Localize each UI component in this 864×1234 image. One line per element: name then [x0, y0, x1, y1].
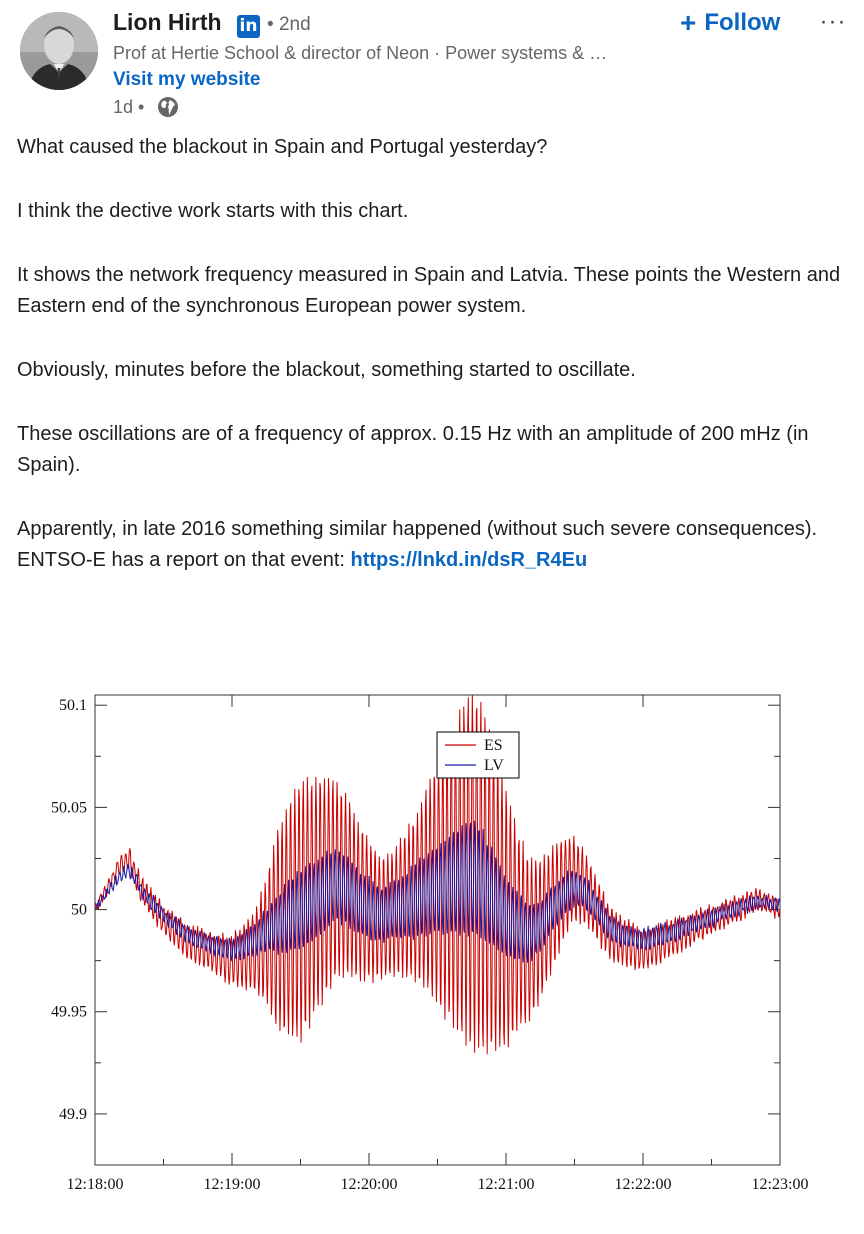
- frequency-chart[interactable]: [0, 680, 864, 1234]
- y-tick-label: 49.95: [51, 1003, 87, 1021]
- linkedin-icon: in: [237, 15, 260, 38]
- post-header: [0, 0, 864, 125]
- post-paragraph: These oscillations are of a frequency of approx. 0.15 Hz with an amplitude of 200 mHz (in Spain).: [17, 423, 809, 476]
- x-tick-label: 12:19:00: [203, 1176, 261, 1193]
- avatar[interactable]: [20, 12, 98, 90]
- follow-label: Follow: [704, 9, 781, 36]
- author-headline[interactable]: Prof at Hertie School & director of Neon · Power systems & …: [113, 43, 608, 63]
- post-paragraph: Obviously, minutes before the blackout, something started to oscillate.: [17, 359, 636, 381]
- post-paragraph-text: Apparently, in late 2016 something similar happened (without such severe consequences). ENTSO-E has a report on that event:: [17, 518, 818, 571]
- post-paragraph: What caused the blackout in Spain and Portugal yesterday?: [17, 136, 548, 158]
- author-name[interactable]: Lion Hirth: [113, 9, 222, 35]
- post-body: [17, 132, 857, 609]
- post-paragraph: It shows the network frequency measured in Spain and Latvia. These points the Western and Eastern end of the synchronous European power system.: [17, 264, 841, 317]
- globe-icon: [157, 96, 179, 118]
- post-paragraph-last: [17, 514, 857, 576]
- y-tick-label: 49.9: [59, 1105, 87, 1123]
- legend: [437, 732, 519, 778]
- y-tick-label: 50.1: [59, 697, 87, 715]
- post-paragraph: I think the dective work starts with this chart.: [17, 200, 409, 222]
- y-tick-label: 50.05: [51, 799, 87, 817]
- connection-degree: • 2nd: [267, 14, 311, 35]
- avatar-portrait-icon: [20, 12, 98, 90]
- follow-button[interactable]: [676, 6, 784, 40]
- post-age: 1d: [113, 97, 134, 117]
- legend-box: [437, 732, 519, 778]
- x-tick-label: 12:22:00: [614, 1176, 672, 1193]
- legend-label-lv: LV: [484, 757, 504, 774]
- entsoe-report-link[interactable]: https://lnkd.in/dsR_R4Eu: [350, 549, 588, 571]
- connection-degree-value: 2nd: [278, 14, 311, 35]
- visit-website-link[interactable]: Visit my website: [113, 69, 261, 90]
- plus-icon: +: [680, 7, 697, 38]
- x-tick-label: 12:20:00: [340, 1176, 398, 1193]
- y-tick-label: 50: [71, 901, 87, 919]
- x-tick-label: 12:18:00: [66, 1176, 124, 1193]
- x-tick-label: 12:23:00: [751, 1176, 809, 1193]
- x-tick-label: 12:21:00: [477, 1176, 535, 1193]
- more-options-button[interactable]: ···: [816, 8, 850, 34]
- legend-label-es: ES: [484, 737, 503, 754]
- post-timestamp: 1d •: [113, 97, 145, 117]
